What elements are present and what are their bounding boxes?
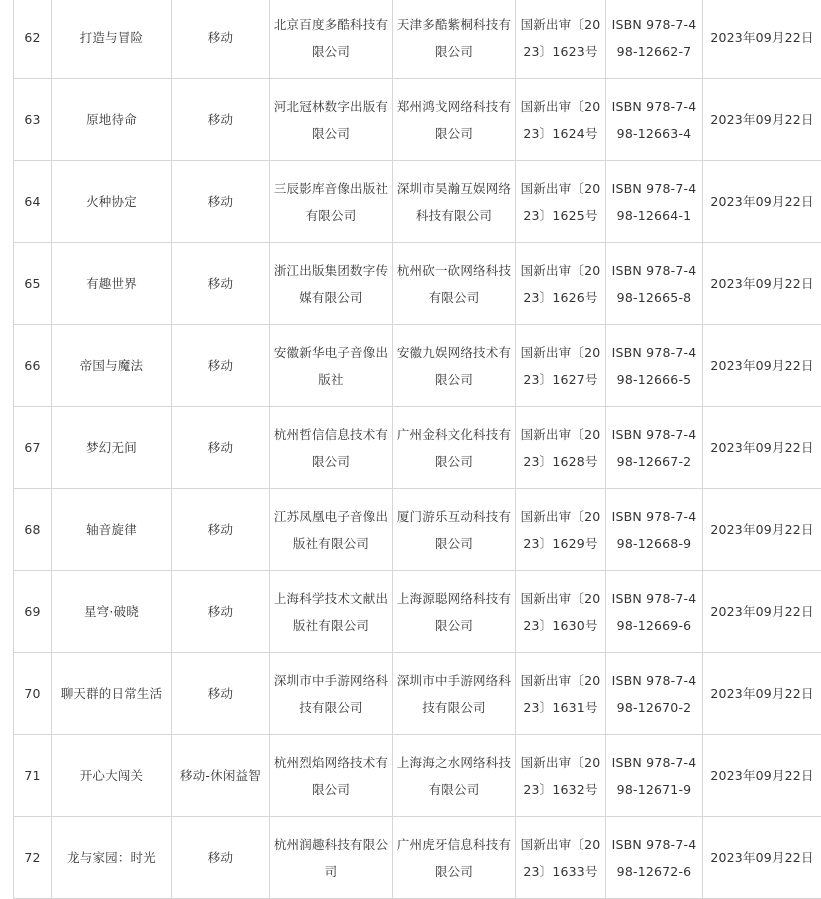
isbn-cell: ISBN 978-7-498-12664-1 bbox=[606, 161, 703, 243]
approval-date-cell: 2023年09月22日 bbox=[703, 79, 821, 161]
table-row bbox=[14, 407, 821, 489]
approval-date-cell: 2023年09月22日 bbox=[703, 243, 821, 325]
row-number-cell: 69 bbox=[14, 571, 52, 653]
category-cell: 移动 bbox=[172, 0, 270, 79]
table-row bbox=[14, 243, 821, 325]
approval-date-cell: 2023年09月22日 bbox=[703, 407, 821, 489]
publisher-cell: 北京百度多酷科技有限公司 bbox=[270, 0, 393, 79]
operator-cell: 上海源聪网络科技有限公司 bbox=[393, 571, 516, 653]
table-row bbox=[14, 0, 821, 79]
category-cell: 移动 bbox=[172, 817, 270, 899]
approval-date-cell: 2023年09月22日 bbox=[703, 489, 821, 571]
row-number-cell: 64 bbox=[14, 161, 52, 243]
table-row bbox=[14, 489, 821, 571]
game-name-cell: 轴音旋律 bbox=[52, 489, 172, 571]
isbn-cell: ISBN 978-7-498-12668-9 bbox=[606, 489, 703, 571]
game-approval-table bbox=[13, 0, 821, 899]
row-number-cell: 67 bbox=[14, 407, 52, 489]
approval-number-cell: 国新出审〔2023〕1629号 bbox=[516, 489, 606, 571]
row-number-cell: 68 bbox=[14, 489, 52, 571]
publisher-cell: 安徽新华电子音像出版社 bbox=[270, 325, 393, 407]
isbn-cell: ISBN 978-7-498-12665-8 bbox=[606, 243, 703, 325]
operator-cell: 厦门游乐互动科技有限公司 bbox=[393, 489, 516, 571]
approval-number-cell: 国新出审〔2023〕1625号 bbox=[516, 161, 606, 243]
approval-number-cell: 国新出审〔2023〕1631号 bbox=[516, 653, 606, 735]
publisher-cell: 浙江出版集团数字传媒有限公司 bbox=[270, 243, 393, 325]
operator-cell: 深圳市昊瀚互娱网络科技有限公司 bbox=[393, 161, 516, 243]
game-name-cell: 火种协定 bbox=[52, 161, 172, 243]
approval-date-cell: 2023年09月22日 bbox=[703, 571, 821, 653]
row-number-cell: 71 bbox=[14, 735, 52, 817]
game-name-cell: 帝国与魔法 bbox=[52, 325, 172, 407]
game-name-cell: 打造与冒险 bbox=[52, 0, 172, 79]
isbn-cell: ISBN 978-7-498-12663-4 bbox=[606, 79, 703, 161]
category-cell: 移动 bbox=[172, 325, 270, 407]
table-row bbox=[14, 735, 821, 817]
isbn-cell: ISBN 978-7-498-12671-9 bbox=[606, 735, 703, 817]
publisher-cell: 杭州哲信信息技术有限公司 bbox=[270, 407, 393, 489]
operator-cell: 广州虎牙信息科技有限公司 bbox=[393, 817, 516, 899]
category-cell: 移动 bbox=[172, 489, 270, 571]
approval-date-cell: 2023年09月22日 bbox=[703, 0, 821, 79]
table-row bbox=[14, 325, 821, 407]
game-name-cell: 有趣世界 bbox=[52, 243, 172, 325]
isbn-cell: ISBN 978-7-498-12672-6 bbox=[606, 817, 703, 899]
isbn-cell: ISBN 978-7-498-12669-6 bbox=[606, 571, 703, 653]
operator-cell: 广州金科文化科技有限公司 bbox=[393, 407, 516, 489]
category-cell: 移动 bbox=[172, 571, 270, 653]
table-row bbox=[14, 653, 821, 735]
approval-date-cell: 2023年09月22日 bbox=[703, 735, 821, 817]
approval-date-cell: 2023年09月22日 bbox=[703, 161, 821, 243]
table-row bbox=[14, 817, 821, 899]
row-number-cell: 62 bbox=[14, 0, 52, 79]
game-name-cell: 龙与家园：时光 bbox=[52, 817, 172, 899]
approval-number-cell: 国新出审〔2023〕1630号 bbox=[516, 571, 606, 653]
isbn-cell: ISBN 978-7-498-12666-5 bbox=[606, 325, 703, 407]
publisher-cell: 三辰影库音像出版社有限公司 bbox=[270, 161, 393, 243]
row-number-cell: 63 bbox=[14, 79, 52, 161]
isbn-cell: ISBN 978-7-498-12670-2 bbox=[606, 653, 703, 735]
publisher-cell: 深圳市中手游网络科技有限公司 bbox=[270, 653, 393, 735]
operator-cell: 安徽九娱网络技术有限公司 bbox=[393, 325, 516, 407]
publisher-cell: 江苏凤凰电子音像出版社有限公司 bbox=[270, 489, 393, 571]
publisher-cell: 杭州润趣科技有限公司 bbox=[270, 817, 393, 899]
row-number-cell: 65 bbox=[14, 243, 52, 325]
row-number-cell: 70 bbox=[14, 653, 52, 735]
isbn-cell: ISBN 978-7-498-12662-7 bbox=[606, 0, 703, 79]
approval-date-cell: 2023年09月22日 bbox=[703, 817, 821, 899]
approval-number-cell: 国新出审〔2023〕1624号 bbox=[516, 79, 606, 161]
table-body bbox=[14, 0, 821, 899]
isbn-cell: ISBN 978-7-498-12667-2 bbox=[606, 407, 703, 489]
category-cell: 移动-休闲益智 bbox=[172, 735, 270, 817]
category-cell: 移动 bbox=[172, 407, 270, 489]
approval-number-cell: 国新出审〔2023〕1633号 bbox=[516, 817, 606, 899]
row-number-cell: 72 bbox=[14, 817, 52, 899]
publisher-cell: 杭州烈焰网络技术有限公司 bbox=[270, 735, 393, 817]
operator-cell: 上海海之水网络科技有限公司 bbox=[393, 735, 516, 817]
operator-cell: 杭州砍一砍网络科技有限公司 bbox=[393, 243, 516, 325]
approval-number-cell: 国新出审〔2023〕1632号 bbox=[516, 735, 606, 817]
row-number-cell: 66 bbox=[14, 325, 52, 407]
category-cell: 移动 bbox=[172, 79, 270, 161]
publisher-cell: 上海科学技术文献出版社有限公司 bbox=[270, 571, 393, 653]
approval-number-cell: 国新出审〔2023〕1627号 bbox=[516, 325, 606, 407]
category-cell: 移动 bbox=[172, 243, 270, 325]
approval-date-cell: 2023年09月22日 bbox=[703, 325, 821, 407]
approval-number-cell: 国新出审〔2023〕1628号 bbox=[516, 407, 606, 489]
game-name-cell: 开心大闯关 bbox=[52, 735, 172, 817]
category-cell: 移动 bbox=[172, 653, 270, 735]
approval-number-cell: 国新出审〔2023〕1626号 bbox=[516, 243, 606, 325]
game-name-cell: 原地待命 bbox=[52, 79, 172, 161]
operator-cell: 郑州鸿戈网络科技有限公司 bbox=[393, 79, 516, 161]
category-cell: 移动 bbox=[172, 161, 270, 243]
approval-date-cell: 2023年09月22日 bbox=[703, 653, 821, 735]
game-name-cell: 聊天群的日常生活 bbox=[52, 653, 172, 735]
table-row bbox=[14, 571, 821, 653]
approval-number-cell: 国新出审〔2023〕1623号 bbox=[516, 0, 606, 79]
table-row bbox=[14, 161, 821, 243]
operator-cell: 天津多酷紫桐科技有限公司 bbox=[393, 0, 516, 79]
publisher-cell: 河北冠林数字出版有限公司 bbox=[270, 79, 393, 161]
table-row bbox=[14, 79, 821, 161]
operator-cell: 深圳市中手游网络科技有限公司 bbox=[393, 653, 516, 735]
game-name-cell: 梦幻无间 bbox=[52, 407, 172, 489]
game-name-cell: 星穹·破晓 bbox=[52, 571, 172, 653]
